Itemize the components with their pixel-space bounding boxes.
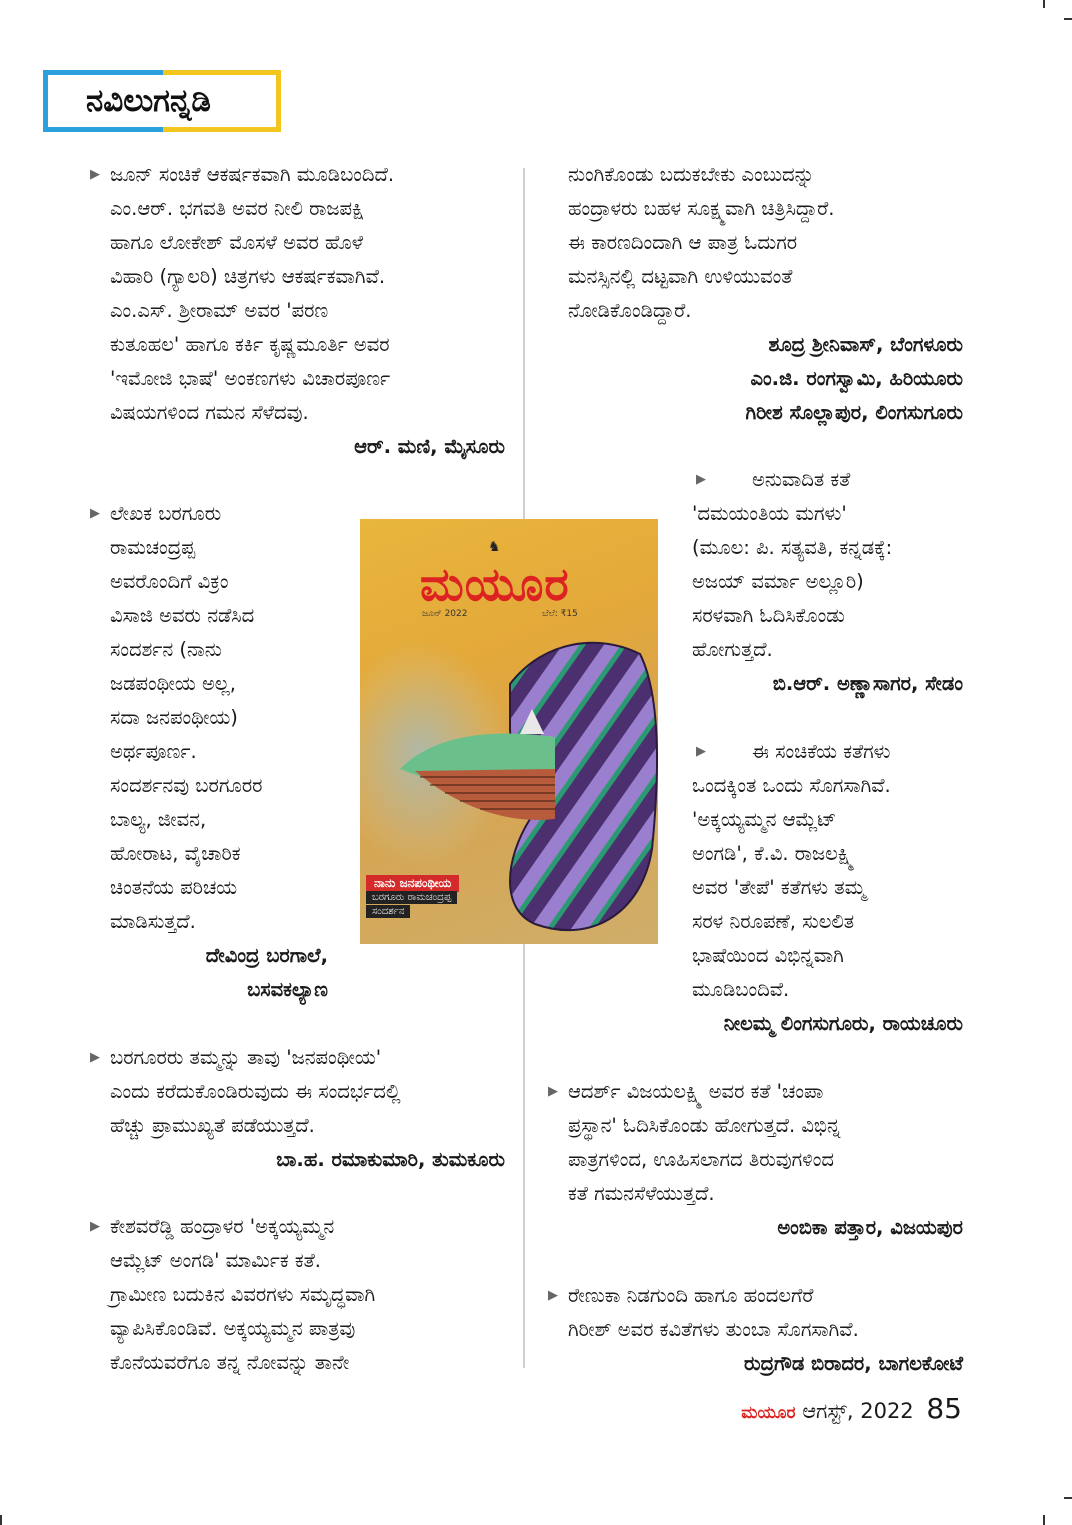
signature: ಬಸವಕಲ್ಯಾಣ bbox=[247, 978, 328, 1001]
peacock-icon: ♞ bbox=[488, 539, 501, 555]
cover-banner-title: ನಾನು ಜನಪಂಥೀಯ bbox=[366, 875, 459, 892]
cover-banner-sub: ಸಂದರ್ಶನ bbox=[366, 905, 410, 918]
bullet-icon: ▶ bbox=[90, 1219, 100, 1234]
letter-left-4: ▶ ಕೇಶವರೆಡ್ಡಿ ಹಂದ್ರಾಳರ 'ಅಕ್ಕಯ್ಯಮ್ಮನ ಆಮ್ಲೆಟ್ ಅಂಗಡಿ' ಮಾರ್ಮಿಕ ಕತೆ. ಗ್ರಾಮೀಣ ಬದುಕಿನ ವಿವರಗಳು ಸಮೃದ್ಧವಾಗಿ ವ್ಯಾಪಿಸಿಕೊಂಡಿವೆ. ಅಕ್ಕಯ್ಯಮ್ಮನ ಪಾತ್ರವು ಕೊನೆಯವರೆಗೂ ತನ್ನ ನೋವನ್ನು ತಾನೇ bbox=[110, 1210, 505, 1380]
letter-left-1: ▶ ಜೂನ್ ಸಂಚಿಕೆ ಆಕರ್ಷಕವಾಗಿ ಮೂಡಿಬಂದಿದೆ. ಎಂ.ಆರ್. ಭಗವತಿ ಅವರ ನೀಲಿ ರಾಜಪಕ್ಷಿ ಹಾಗೂ ಲೋಕೇಶ್ ಮೊಸಳೆ ಅವರ ಹೊಳೆ ವಿಹಾರಿ (ಗ್ಯಾಲರಿ) ಚಿತ್ರಗಳು ಆಕರ್ಷಕವಾಗಿವೆ. ಎಂ.ಎಸ್. ಶ್ರೀರಾಮ್ ಅವರ 'ಪರಣ ಕುತೂಹಲ' ಹಾಗೂ ಕರ್ಕಿ ಕೃಷ್ಣಮೂರ್ತಿ ಅವರ 'ಇಮೋಜಿ ಭಾಷೆ' ಅಂಕಣಗಳು ವಿಚಾರಪೂರ್ಣ ವಿಷಯಗಳಿಂದ ಗಮನ ಸೆಳೆದವು. ಆರ್. ಮಣಿ, ಮೈಸೂರು bbox=[110, 158, 505, 464]
page-footer bbox=[741, 1392, 962, 1425]
signature: ಎಂ.ಜಿ. ರಂಗಸ್ವಾಮಿ, ಹಿರಿಯೂರು bbox=[750, 367, 963, 390]
bullet-icon: ▶ bbox=[90, 167, 100, 182]
cover-banner-sub: ಬರಗೂರು ರಾಮಚಂದ್ರಪ್ಪ bbox=[366, 891, 457, 904]
letter-right-3: ▶ ಈ ಸಂಚಿಕೆಯ ಕತೆಗಳು ಒಂದಕ್ಕಿಂತ ಒಂದು ಸೊಗಸಾಗಿವೆ. 'ಅಕ್ಕಯ್ಯಮ್ಮನ ಆಮ್ಲೆಟ್ ಅಂಗಡಿ', ಕೆ.ವಿ. ರಾಜಲಕ್ಷ್ಮಿ ಅವರ 'ತೇಪೆ' ಕತೆಗಳು ತಮ್ಮ ಸರಳ ನಿರೂಪಣೆ, ಸುಲಲಿತ ಭಾಷೆಯಿಂದ ವಿಭಿನ್ನವಾಗಿ ಮೂಡಿಬಂದಿವೆ. ನೀಲಮ್ಮ ಲಿಂಗಸುಗೂರು, ರಾಯಚೂರು bbox=[692, 735, 963, 1041]
cover-issue: ಜೂನ್ 2022 bbox=[422, 609, 468, 619]
signature: ನೀಲಮ್ಮ ಲಿಂಗಸುಗೂರು, ರಾಯಚೂರು bbox=[723, 1012, 963, 1035]
page-number: 85 bbox=[926, 1392, 962, 1425]
letter-left-3: ▶ ಬರಗೂರರು ತಮ್ಮನ್ನು ತಾವು 'ಜನಪಂಥೀಯ' ಎಂದು ಕರೆದುಕೊಂಡಿರುವುದು ಈ ಸಂದರ್ಭದಲ್ಲಿ ಹೆಚ್ಚು ಪ್ರಾಮುಖ್ಯತೆ ಪಡೆಯುತ್ತದೆ. ಬಾ.ಹ. ರಮಾಕುಮಾರಿ, ತುಮಕೂರು bbox=[110, 1041, 505, 1177]
section-title: ನವಿಲುಗನ್ನಡಿ bbox=[86, 83, 211, 119]
section-header bbox=[43, 70, 281, 132]
signature: ರುದ್ರಗೌಡ ಬಿರಾದರ, ಬಾಗಲಕೋಟೆ bbox=[744, 1352, 963, 1375]
bullet-icon: ▶ bbox=[696, 744, 706, 759]
bullet-icon: ▶ bbox=[548, 1084, 558, 1099]
signature: ಶೂದ್ರ ಶ್ರೀನಿವಾಸ್, ಬೆಂಗಳೂರು bbox=[768, 333, 963, 356]
bullet-icon: ▶ bbox=[696, 472, 706, 487]
cover-price: ಬೆಲೆ: ₹15 bbox=[542, 609, 578, 619]
letter-right-5: ▶ ರೇಣುಕಾ ನಿಡಗುಂದಿ ಹಾಗೂ ಹಂದಲಗೆರೆ ಗಿರೀಶ್ ಅವರ ಕವಿತೆಗಳು ತುಂಬಾ ಸೊಗಸಾಗಿವೆ. ರುದ್ರಗೌಡ ಬಿರಾದರ, ಬಾಗಲಕೋಟೆ bbox=[568, 1279, 963, 1381]
footer-brand: ಮಯೂರ bbox=[741, 1403, 796, 1423]
signature: ಆರ್. ಮಣಿ, ಮೈಸೂರು bbox=[354, 435, 505, 458]
signature: ಬಾ.ಹ. ರಮಾಕುಮಾರಿ, ತುಮಕೂರು bbox=[276, 1148, 505, 1171]
bullet-icon: ▶ bbox=[90, 1050, 100, 1065]
signature: ಬಿ.ಆರ್. ಅಣ್ಣಾಸಾಗರ, ಸೇಡಂ bbox=[772, 672, 963, 695]
signature: ಗಿರೀಶ ಸೊಲ್ಲಾಪುರ, ಲಿಂಗಸುಗೂರು bbox=[745, 401, 963, 424]
cover-masthead: ಮಯೂರ bbox=[420, 557, 570, 611]
letter-right-1: ನುಂಗಿಕೊಂಡು ಬದುಕಬೇಕು ಎಂಬುದನ್ನು ಹಂದ್ರಾಳರು ಬಹಳ ಸೂಕ್ಷ್ಮವಾಗಿ ಚಿತ್ರಿಸಿದ್ದಾರೆ. ಈ ಕಾರಣದಿಂದಾಗಿ ಆ ಪಾತ್ರ ಓದುಗರ ಮನಸ್ಸಿನಲ್ಲಿ ದಟ್ಟವಾಗಿ ಉಳಿಯುವಂತೆ ನೋಡಿಕೊಂಡಿದ್ದಾರೆ. ಶೂದ್ರ ಶ್ರೀನಿವಾಸ್, ಬೆಂಗಳೂರು ಎಂ.ಜಿ. ರಂಗಸ್ವಾಮಿ, ಹಿರಿಯೂರು ಗಿರೀಶ ಸೊಲ್ಲಾಪುರ, ಲಿಂಗಸುಗೂರು bbox=[568, 158, 963, 430]
letter-right-4: ▶ ಆದರ್ಶ್ ವಿಜಯಲಕ್ಷ್ಮಿ ಅವರ ಕತೆ 'ಚಂಪಾ ಪ್ರಸ್ಥಾನ' ಓದಿಸಿಕೊಂಡು ಹೋಗುತ್ತದೆ. ವಿಭಿನ್ನ ಪಾತ್ರಗಳಿಂದ, ಊಹಿಸಲಾಗದ ತಿರುವುಗಳಿಂದ ಕತೆ ಗಮನಸೆಳೆಯುತ್ತದೆ. ಅಂಬಿಕಾ ಪತ್ತಾರ, ವಿಜಯಪುರ bbox=[568, 1075, 963, 1245]
bullet-icon: ▶ bbox=[548, 1288, 558, 1303]
magazine-cover-image bbox=[360, 519, 658, 944]
signature: ದೇವಿಂದ್ರ ಬರಗಾಲೆ, bbox=[205, 944, 328, 967]
letter-right-2: ▶ ಅನುವಾದಿತ ಕತೆ 'ದಮಯಂತಿಯ ಮಗಳು' (ಮೂಲ: ಪಿ. ಸತ್ಯವತಿ, ಕನ್ನಡಕ್ಕೆ: ಅಜಯ್ ವರ್ಮಾ ಅಲ್ಲೂರಿ) ಸರಳವಾಗಿ ಓದಿಸಿಕೊಂಡು ಹೋಗುತ್ತದೆ. ಬಿ.ಆರ್. ಅಣ್ಣಾಸಾಗರ, ಸೇಡಂ bbox=[692, 463, 963, 701]
footer-issue: ಆಗಸ್ಟ್, 2022 bbox=[802, 1399, 914, 1423]
bullet-icon: ▶ bbox=[90, 506, 100, 521]
letter-left-2: ▶ ಲೇಖಕ ಬರಗೂರು ರಾಮಚಂದ್ರಪ್ಪ ಅವರೊಂದಿಗೆ ವಿಕ್ರಂ ವಿಸಾಜಿ ಅವರು ನಡೆಸಿದ ಸಂದರ್ಶನ (ನಾನು ಜಡಪಂಥೀಯ ಅಲ್ಲ, ಸದಾ ಜನಪಂಥೀಯ) ಅರ್ಥಪೂರ್ಣ. ಸಂದರ್ಶನವು ಬರಗೂರರ ಬಾಲ್ಯ, ಜೀವನ, ಹೋರಾಟ, ವೈಚಾರಿಕ ಚಿಂತನೆಯ ಪರಿಚಯ ಮಾಡಿಸುತ್ತದೆ. ದೇವಿಂದ್ರ ಬರಗಾಲೆ, ಬಸವಕಲ್ಯಾಣ bbox=[110, 497, 328, 1007]
signature: ಅಂಬಿಕಾ ಪತ್ತಾರ, ವಿಜಯಪುರ bbox=[777, 1216, 963, 1239]
